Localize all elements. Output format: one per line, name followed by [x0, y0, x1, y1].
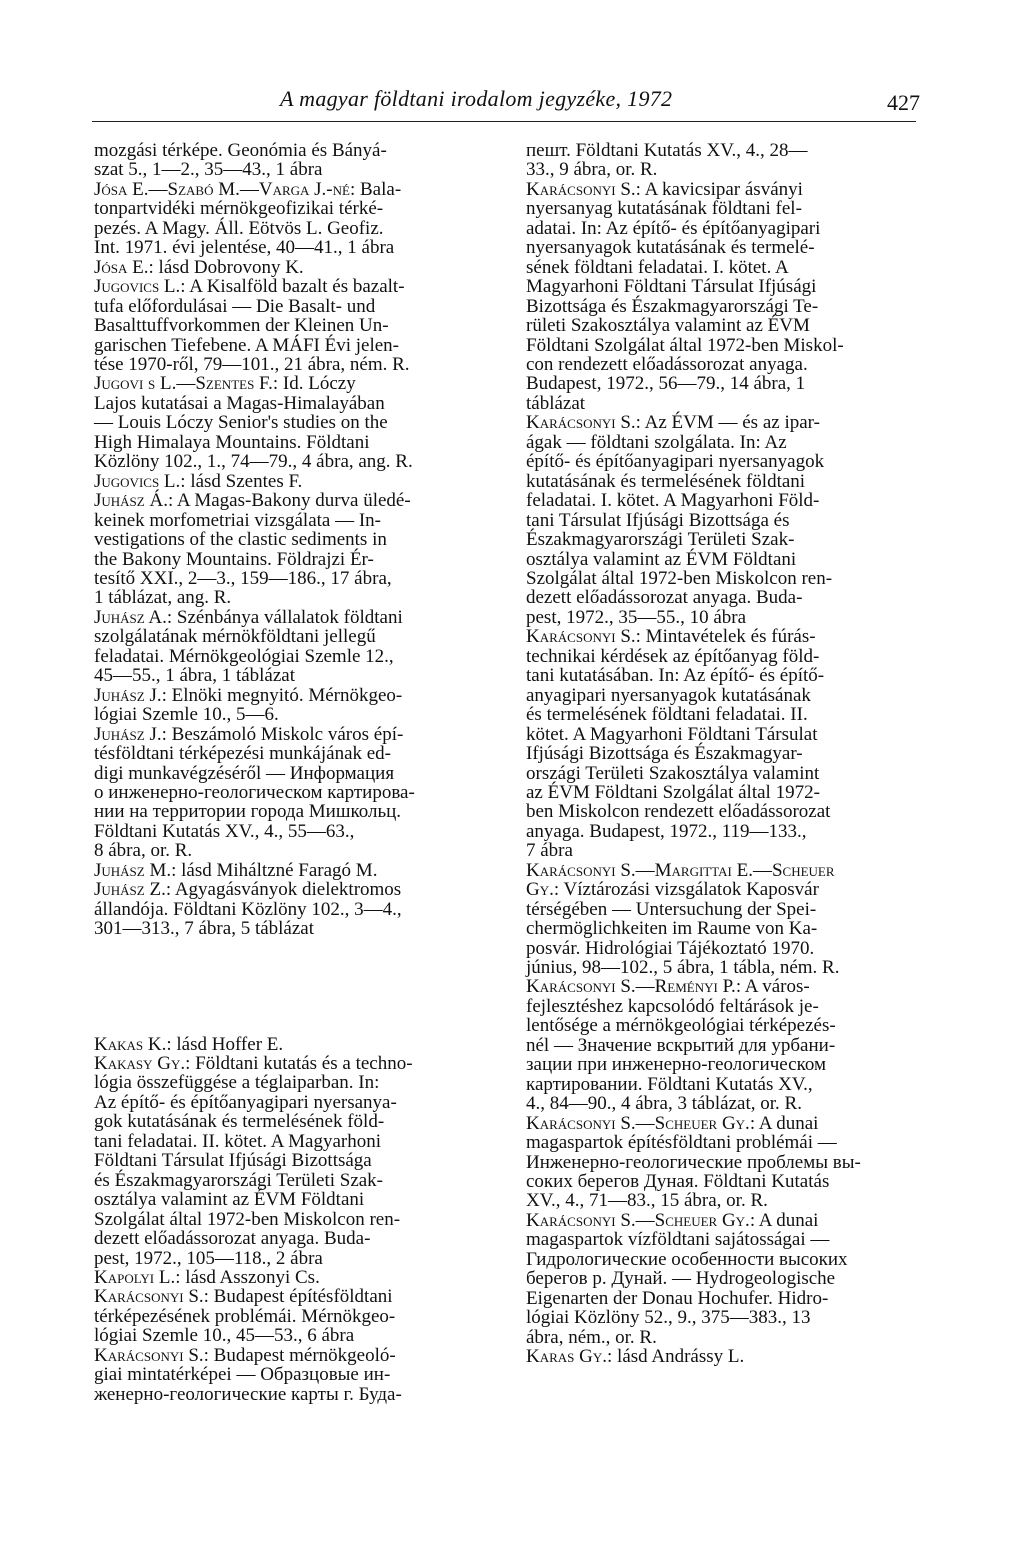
bibliography-entry	[94, 258, 488, 277]
entry-text: : Beszámoló Miskolc város épí- tésföldtani térképezési munkájának ed- digi munkavégzéséről — Информация о инженерно-геологическом картирова- нии на территории города Мишкольц. Földtani Kutatás XV., 4., 55—63., 8 ábra, or. R.	[94, 723, 415, 862]
bibliography-entry	[94, 1268, 488, 1287]
bibliography-entry	[526, 1114, 920, 1211]
bibliography-entry	[94, 1054, 488, 1268]
entry-text: : Víztározási vizsgálatok Kaposvár térségében — Untersuchung der Spei- chermöglichkeiten im Raume von Ka- posvár. Hidrológiai Tájékoztató 1970. június, 98—102., 5 ábra, 1 tábla, ném. R.	[526, 879, 840, 979]
bibliography-entry	[526, 1347, 920, 1366]
bibliography-entry	[526, 180, 920, 413]
running-header	[280, 86, 920, 120]
entry-text: : A dunai magaspartok vízföldtani sajátosságai — Гидрологические особенности высоких берегов р. Дунай. — Hydrogeologische Eigenarten der Donau Hochufer. Hidro- lógiai Közlöny 52., 9., 375—383., 13 ábra, ném., or. R.	[526, 1209, 848, 1348]
entry-author: Juhász J.	[94, 723, 162, 745]
bibliography-entry	[94, 374, 488, 471]
left-column	[94, 141, 488, 1404]
bibliography-entry	[94, 861, 488, 880]
header-rule	[92, 121, 916, 122]
bibliography-entry	[526, 141, 920, 180]
entry-text: : lásd Andrássy L.	[607, 1346, 745, 1368]
right-column	[526, 141, 920, 1367]
entry-author: Karácsonyi S.—Margittai E.—Scheuer Gy.	[526, 859, 835, 901]
bibliography-entry	[94, 725, 488, 861]
bibliography-entry	[94, 1346, 488, 1404]
bibliography-entry	[94, 472, 488, 491]
bibliography-entry	[526, 861, 920, 978]
entry-author: Karácsonyi S.	[526, 626, 636, 648]
running-title: A magyar földtani irodalom jegyzéke, 1972	[280, 86, 673, 111]
entry-text: : Id. Lóczy Lajos kutatásai a Magas-Himalayában — Louis Lóczy Senior's studies on the High Himalaya Mountains. Földtani Közlöny 102., 1., 74—79., 4 ábra, ang. R.	[94, 373, 413, 473]
entry-author: Juhász Á.	[94, 490, 168, 512]
bibliography-entry	[526, 627, 920, 860]
entry-text: : Mintavételek és fúrás- technikai kérdések az építőanyag föld- tani kutatásában. In: Az építő- és építő- anyagipari nyersanyagok kutatásának és termelésének földtani feladatai. II. kötet. A Magyarhoni Földtani Társulat Ifjúsági Bizottsága és Északmagyar- országi Területi Szakosztálya valamint az ÉVM Földtani Szolgálat által 1972- ben Miskolcon rendezett előadássorozat anyaga. Budapest, 1972., 119—133., 7 ábra	[526, 626, 831, 862]
entry-text: : Az ÉVM — és az ipar- ágak — földtani szolgálata. In: Az építő- és építőanyagipari nyersanyagok kutatásának és termelésének földtani feladatai. I. kötet. A Magyarhoni Föld- tani Társulat Ifjúsági Bizottsága és Északmagyarországi Területi Szak- osztálya valamint az ÉVM Földtani Szolgálat által 1972-ben Miskolcon ren- dezett előadássorozat anyaga. Buda- pest, 1972., 35—55., 10 ábra	[526, 412, 833, 628]
bibliography-entry	[94, 1035, 488, 1054]
entry-author: Karácsonyi S.—Reményi P.	[526, 976, 736, 998]
entry-author: Jugovics L.	[94, 276, 181, 298]
bibliography-entry	[526, 977, 920, 1113]
entry-author: Karácsonyi S.	[526, 412, 636, 434]
entry-author: Karácsonyi S.—Scheuer Gy.	[526, 1209, 750, 1231]
entry-text: : lásd Hoffer E.	[166, 1033, 284, 1055]
entry-author: Juhász J.	[94, 684, 162, 706]
bibliography-entry	[94, 686, 488, 725]
entry-text: : Elnöki megnyitó. Mérnökgeo- lógiai Szemle 10., 5—6.	[94, 684, 403, 726]
bibliography-entry	[526, 1211, 920, 1347]
entry-author: Kapolyi L.	[94, 1267, 176, 1289]
entry-author: Karácsonyi S.	[94, 1344, 204, 1366]
entry-text: : lásd Asszonyi Cs.	[175, 1267, 320, 1289]
entry-author: Karácsonyi S.—Scheuer Gy.	[526, 1112, 750, 1134]
bibliography-entry	[94, 141, 488, 180]
entry-author: Karas Gy.	[526, 1346, 608, 1368]
entry-text: : Budapest mérnökgeoló- giai mintatérképei — Образцовые ин- женерно-геологические карты г. Буда-	[94, 1344, 402, 1405]
bibliography-entry	[94, 277, 488, 374]
entry-text: : Szénbánya vállalatok földtani szolgálatának mérnökföldtani jellegű feladatai. Mérnökgeológiai Szemle 12., 45—55., 1 ábra, 1 táblázat	[94, 606, 403, 687]
entry-text: : Bala- tonpartvidéki mérnökgeofizikai térké- pezés. A Magy. Áll. Eötvös L. Geofiz. Int. 1971. évi jelentése, 40—41., 1 ábra	[94, 178, 402, 259]
entry-author: Jósa E.	[94, 256, 149, 278]
bibliography-entry	[94, 180, 488, 258]
entry-text: пешт. Földtani Kutatás XV., 4., 28— 33., 9 ábra, or. R.	[526, 140, 808, 181]
entry-author: Jugovics L.	[94, 470, 181, 492]
entry-text: : lásd Szentes F.	[180, 470, 303, 492]
entry-author: Karácsonyi S.	[94, 1286, 204, 1308]
entry-text: : lásd Miháltzné Faragó M.	[171, 859, 378, 881]
entry-text: mozgási térképe. Geonómia és Bányá- szat 5., 1—2., 35—43., 1 ábra	[94, 140, 387, 181]
bibliography-entry	[94, 880, 488, 938]
entry-author: Jugovi s L.—Szentes F.	[94, 373, 273, 395]
bibliography-entry	[94, 608, 488, 686]
entry-author: Juhász A.	[94, 606, 167, 628]
entry-author: Juhász Z.	[94, 879, 166, 901]
bibliography-entry	[526, 413, 920, 627]
entry-text: : Földtani kutatás és a techno- lógia összefüggése a téglaiparban. In: Az építő- és építőanyagipari nyersanya- gok kutatásának és termelésének föld- tani feladatai. II. kötet. A Magyarhoni Földtani Társulat Ifjúsági Bizottsága és Északmagyarországi Területi Szak- osztálya valamint az ÉVM Földtani Szolgálat által 1972-ben Miskolcon ren- dezett előadássorozat anyaga. Buda- pest, 1972., 105—118., 2 ábra	[94, 1053, 413, 1269]
entry-author: Kakas K.	[94, 1033, 167, 1055]
entry-author: Kakasy Gy.	[94, 1053, 186, 1075]
entry-text: : Agyagásványok dielektromos állandója. Földtani Közlöny 102., 3—4., 301—313., 7 ábra, 5 táblázat	[94, 879, 402, 940]
entry-text: : A Kisalföld bazalt és bazalt- tufa előfordulásai — Die Basalt- und Basalttuffvorkommen der Kleinen Un- garischen Tiefebene. A MÁFI Évi jelen- tése 1970-ről, 79—101., 21 ábra, ném. R.	[94, 276, 410, 375]
bibliography-entry	[94, 1287, 488, 1345]
page-number: 427	[887, 90, 920, 115]
entry-author: Juhász M.	[94, 859, 172, 881]
entry-text: : A Magas-Bakony durva üledé- keinek morfometriai vizsgálata — In- vestigations of the clastic sediments in the Bakony Mountains. Földrajzi Ér- tesítő XXI., 2—3., 159—186., 17 ábra, 1 táblázat, ang. R.	[94, 490, 411, 609]
entry-text: : A város- fejlesztéshez kapcsolódó feltárások je- lentősége a mérnökgeológiai térképezés- nél — Значение вскрытий для урбани- зации при инженерно-геологическом картировании. Földtani Kutatás XV., 4., 84—90., 4 ábra, 3 táblázat, or. R.	[526, 976, 836, 1115]
entry-text: : Budapest építésföldtani térképezésének problémái. Mérnökgeo- lógiai Szemle 10., 45—53., 6 ábra	[94, 1286, 396, 1347]
entry-text: : A dunai magaspartok építésföldtani problémái — Инженерно-геологические проблемы вы- соких берегов Дуная. Földtani Kutatás XV., 4., 71—83., 15 ábra, or. R.	[526, 1112, 861, 1212]
entry-text: : A kavicsipar ásványi nyersanyag kutatásának földtani fel- adatai. In: Az építő- és építőanyagipari nyersanyagok kutatásának és termelé- sének földtani feladatai. I. kötet. A Magyarhoni Földtani Társulat Ifjúsági Bizottsága és Északmagyarországi Te- rületi Szakosztálya valamint az ÉVM Földtani Szolgálat által 1972-ben Miskol- con rendezett előadássorozat anyaga. Budapest, 1972., 56—79., 14 ábra, 1 táblázat	[526, 178, 844, 414]
entry-author: Karácsonyi S.	[526, 178, 636, 200]
bibliography-entry	[94, 491, 488, 608]
entry-text: : lásd Dobrovony K.	[148, 256, 304, 278]
entry-author: Jósa E.—Szabó M.—Varga J.-né	[94, 178, 350, 200]
